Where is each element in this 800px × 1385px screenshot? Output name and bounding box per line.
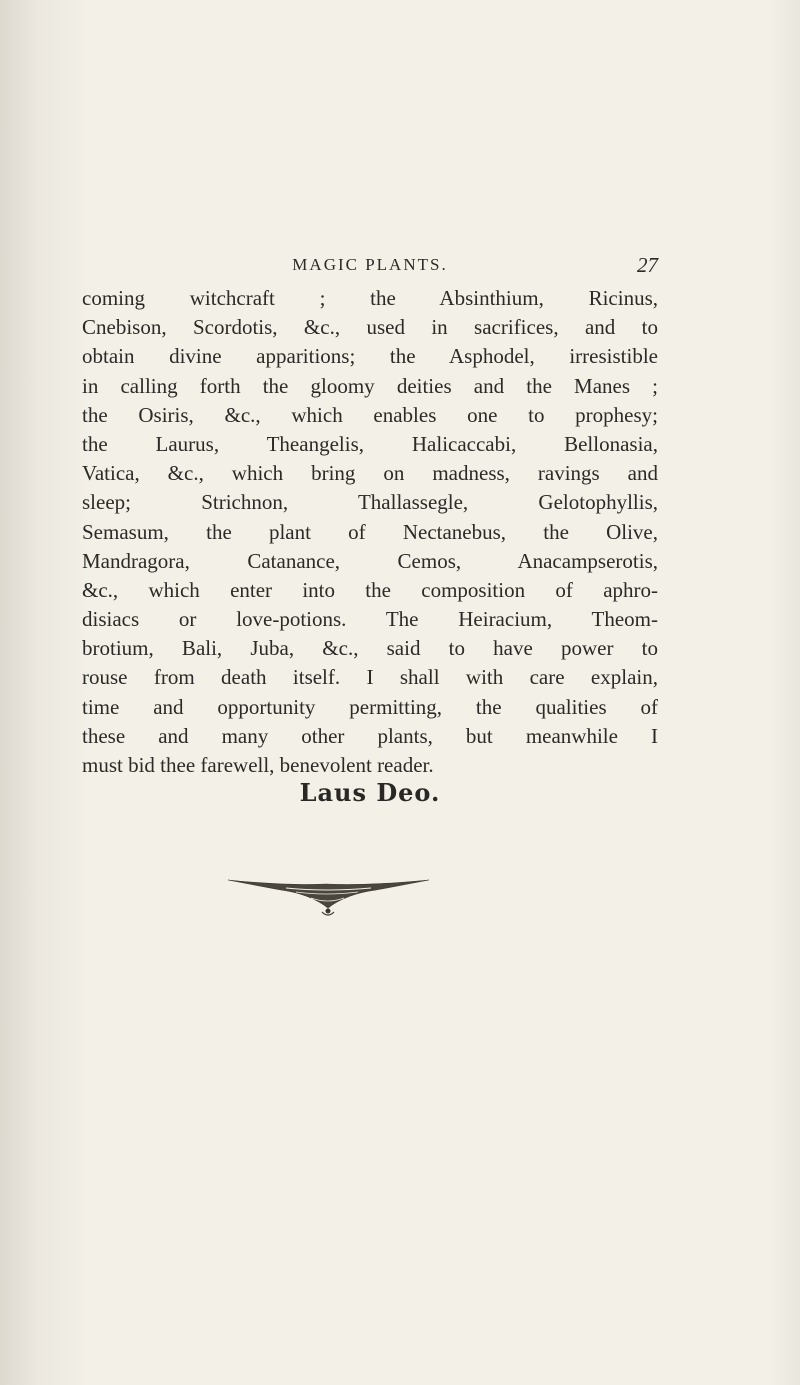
text-line: Semasum, the plant of Nectanebus, the Olive,: [82, 519, 658, 544]
text-line: sleep; Strichnon, Thallassegle, Gelotophyllis,: [82, 490, 658, 515]
text-line: in calling forth the gloomy deities and the Manes ;: [82, 373, 658, 398]
text-line: obtain divine apparitions; the Asphodel, irresistible: [82, 344, 658, 369]
text-line: Cnebison, Scordotis, &c., used in sacrifices, and to: [82, 315, 658, 340]
text-line: the Laurus, Theangelis, Halicaccabi, Bellonasia,: [82, 431, 658, 456]
closing-blackletter: Laus Deo.: [299, 778, 441, 807]
text-line: coming witchcraft ; the Absinthium, Ricinus,: [82, 286, 658, 310]
text-line: Vatica, &c., which bring on madness, ravings and: [82, 461, 658, 486]
body-text: [82, 284, 658, 780]
text-line: Mandragora, Catanance, Cemos, Anacampserotis,: [82, 548, 658, 573]
text-line: must bid thee farewell, benevolent reader.: [82, 753, 434, 777]
page-number: 27: [637, 253, 658, 277]
text-line: the Osiris, &c., which enables one to prophesy;: [82, 402, 658, 427]
text-line: time and opportunity permitting, the qualities of: [82, 694, 658, 719]
text-line: these and many other plants, but meanwhile I: [82, 723, 658, 748]
text-line: rouse from death itself. I shall with care explain,: [82, 665, 658, 690]
text-line: &c., which enter into the composition of aphro-: [82, 577, 658, 602]
running-head: [82, 255, 658, 279]
running-title: MAGIC PLANTS.: [292, 255, 448, 274]
text-line: disiacs or love-potions. The Heiracium, Theom-: [82, 607, 658, 632]
text-line: brotium, Bali, Juba, &c., said to have power to: [82, 636, 658, 661]
tailpiece-ornament-icon: [226, 878, 431, 918]
